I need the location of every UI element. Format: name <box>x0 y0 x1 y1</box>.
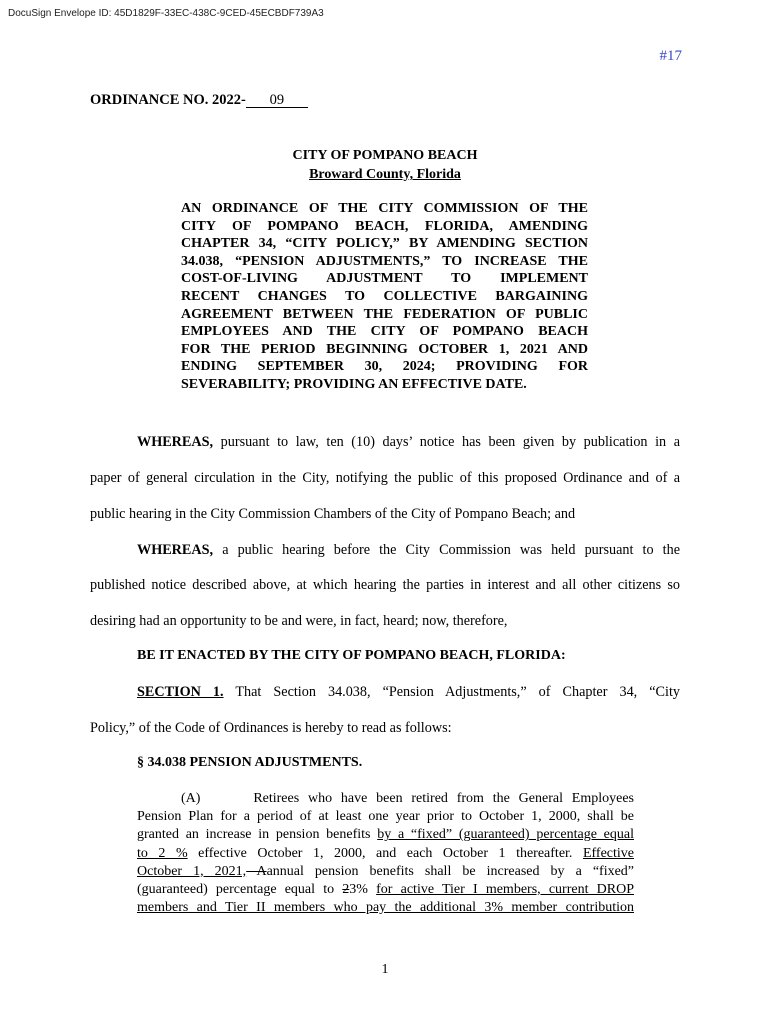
quote-line: (A) Retirees who have been retired from the General Employees <box>181 791 634 806</box>
caption-line: EMPLOYEES AND THE CITY OF POMPANO BEACH <box>181 324 588 340</box>
caption-line: CHAPTER 34, “CITY POLICY,” BY AMENDING SECTION <box>181 236 588 252</box>
quote-line: October 1, 2021, Aannual pension benefits shall be increased by a “fixed” <box>137 863 635 879</box>
ordinance-number <box>90 92 308 109</box>
caption-line: SEVERABILITY; PROVIDING AN EFFECTIVE DATE. <box>181 376 527 392</box>
quote-line: granted an increase in pension benefits by a “fixed” (guaranteed) percentage equal <box>137 827 634 843</box>
quote-line: (guaranteed) percentage equal to 23% for active Tier I members, current DROP <box>137 882 634 898</box>
caption-line: COST-OF-LIVING ADJUSTMENT TO IMPLEMENT <box>181 271 588 287</box>
section-1-lead: SECTION 1. <box>137 684 224 700</box>
ordinance-number-value: 09 <box>246 93 308 108</box>
caption-line: 34.038, “PENSION ADJUSTMENTS,” TO INCREASE THE <box>181 253 588 269</box>
ordinance-caption <box>181 200 588 394</box>
section-heading: § 34.038 PENSION ADJUSTMENTS. <box>137 755 363 770</box>
docusign-envelope-id: DocuSign Envelope ID: 45D1829F-33EC-438C-9CED-45ECBDF739A3 <box>8 8 324 19</box>
caption-line: CITY OF POMPANO BEACH, FLORIDA, AMENDING <box>181 218 588 234</box>
quote-line: to 2 % effective October 1, 2000, and each October 1 thereafter. Effective <box>137 845 634 861</box>
section-1-line-2: Policy,” of the Code of Ordinances is hereby to read as follows: <box>90 720 452 736</box>
whereas-2-line-3: desiring had an opportunity to be and were, in fact, heard; now, therefore, <box>90 613 508 629</box>
whereas-lead: WHEREAS, <box>137 542 214 558</box>
code-section-text <box>137 790 634 917</box>
whereas-1-line-1: WHEREAS, pursuant to law, ten (10) days’ notice has been given by publication in a <box>137 434 680 450</box>
enacting-clause: BE IT ENACTED BY THE CITY OF POMPANO BEACH, FLORIDA: <box>137 648 566 663</box>
whereas-lead: WHEREAS, <box>137 434 214 450</box>
quote-line: members and Tier II members who pay the additional 3% member contribution <box>137 900 634 916</box>
section-1-line-1: SECTION 1. That Section 34.038, “Pension Adjustments,” of Chapter 34, “City <box>137 684 680 700</box>
page-number: 1 <box>381 962 389 977</box>
ordinance-label: ORDINANCE NO. 2022- <box>90 92 246 108</box>
whereas-1-line-2: paper of general circulation in the City, notifying the public of this proposed Ordinance and of a <box>90 470 680 486</box>
caption-line: AN ORDINANCE OF THE CITY COMMISSION OF THE <box>181 201 588 216</box>
county-name: Broward County, Florida <box>309 167 461 182</box>
caption-line: FOR THE PERIOD BEGINNING OCTOBER 1, 2021 AND <box>181 341 588 357</box>
caption-line: ENDING SEPTEMBER 30, 2024; PROVIDING FOR <box>181 359 588 375</box>
caption-line: RECENT CHANGES TO COLLECTIVE BARGAINING <box>181 288 588 304</box>
quote-line: Pension Plan for a period of at least one year prior to October 1, 2000, shall be <box>137 809 634 825</box>
whereas-2-line-1: WHEREAS, a public hearing before the City Commission was held pursuant to the <box>137 542 681 558</box>
city-name: CITY OF POMPANO BEACH <box>292 148 478 163</box>
whereas-2-line-2: published notice described above, at which hearing the parties in interest and all other citizens so <box>90 577 680 593</box>
caption-line: AGREEMENT BETWEEN THE FEDERATION OF PUBLIC <box>181 306 588 322</box>
whereas-1-line-3: public hearing in the City Commission Chambers of the City of Pompano Beach; and <box>90 506 576 522</box>
agenda-item-number: #17 <box>659 48 682 64</box>
